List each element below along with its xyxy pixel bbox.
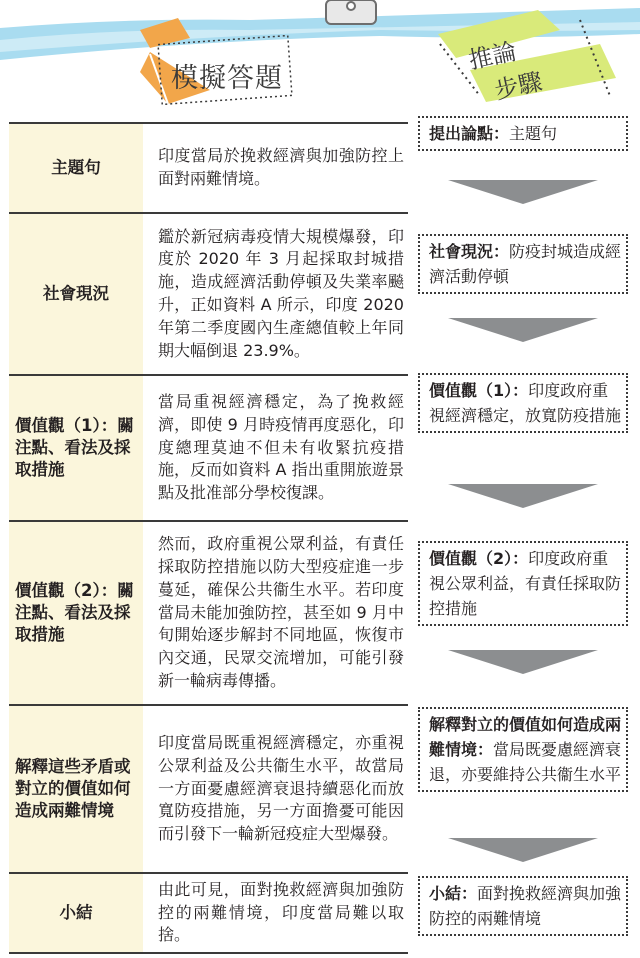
down-arrow	[448, 650, 598, 674]
table-row	[9, 521, 408, 705]
down-arrow	[448, 318, 598, 342]
step-text: 印度政府重視公眾利益，有責任採取防控措施	[429, 549, 622, 618]
step-box-argument	[418, 116, 628, 151]
row-label: 價值觀（2）：關注點、看法及採取措施	[9, 521, 143, 705]
row-content: 由此可見，面對挽救經濟與加強防控的兩難情境，印度當局難以取捨。	[143, 873, 408, 953]
step-heading: 社會現況：	[429, 242, 510, 261]
row-content: 印度當局於挽救經濟與加強防控上面對兩難情境。	[143, 123, 408, 213]
step-box-dilemma	[418, 707, 628, 792]
down-arrow	[448, 484, 598, 508]
table-row	[9, 705, 408, 873]
step-text: 防疫封城造成經濟活動停頓	[429, 242, 622, 286]
header-decoration	[0, 0, 640, 115]
table-row	[9, 375, 408, 521]
row-label: 價值觀（1）：關注點、看法及採取措施	[9, 375, 143, 521]
step-text: 主題句	[509, 124, 558, 143]
table-row	[9, 213, 408, 375]
table-row	[9, 873, 408, 953]
step-heading: 解釋對立的價值如何造成兩難情境：	[429, 715, 622, 759]
down-arrow	[448, 180, 598, 204]
down-arrow	[448, 838, 598, 862]
step-heading: 提出論點：	[429, 124, 510, 143]
row-label: 社會現況	[9, 213, 143, 375]
row-label: 小結	[9, 873, 143, 953]
step-box-social-situation	[418, 234, 628, 294]
reasoning-steps-title-line2: 步驟	[492, 67, 545, 105]
row-content: 鑑於新冠病毒疫情大規模爆發，印度於 2020 年 3 月起採取封城措施，造成經濟活動停頓及失業率飈升，正如資料 A 所示，印度 2020 年第二季度國內生產總值較上年同期大幅倒退 23.9%。	[143, 213, 408, 375]
step-box-value-2	[418, 541, 628, 626]
step-heading: 價值觀（1）：	[429, 381, 529, 400]
model-answer-title: 模擬答題	[171, 63, 283, 94]
row-content: 當局重視經濟穩定，為了挽救經濟，即使 9 月時疫情再度惡化，印度總理莫迪不但未有收緊抗疫措施，反而如資料 A 指出重開旅遊景點及批准部分學校復課。	[143, 375, 408, 521]
step-text: 當局既憂慮經濟衰退，亦要維持公共衞生水平	[429, 740, 622, 784]
row-content: 印度當局既重視經濟穩定，亦重視公眾利益及公共衞生水平，故當局一方面憂慮經濟衰退持續惡化而放寬防疫措施，另一方面擔憂可能因而引發下一輪新冠疫症大型爆發。	[143, 705, 408, 873]
step-text: 面對挽救經濟與加強防控的兩難情境	[429, 884, 622, 928]
row-label: 主題句	[9, 123, 143, 213]
model-answer-table	[9, 122, 408, 954]
step-text: 印度政府重視經濟穩定，放寬防疫措施	[429, 381, 622, 425]
table-row	[9, 123, 408, 213]
step-heading: 小結：	[429, 884, 478, 903]
row-content: 然而，政府重視公眾利益，有責任採取防控措施以防大型疫症進一步蔓延，確保公共衞生水平。若印度當局未能加強防控，甚至如 9 月中旬開始逐步解封不同地區，恢復市內交通，民眾交流增加，可能引發新一輪病毒傳播。	[143, 521, 408, 705]
step-heading: 價值觀（2）：	[429, 549, 529, 568]
step-box-conclusion	[418, 876, 628, 936]
step-box-value-1	[418, 373, 628, 433]
row-label: 解釋這些矛盾或對立的價值如何造成兩難情境	[9, 705, 143, 873]
reasoning-steps-title-line1: 推論	[466, 37, 519, 75]
